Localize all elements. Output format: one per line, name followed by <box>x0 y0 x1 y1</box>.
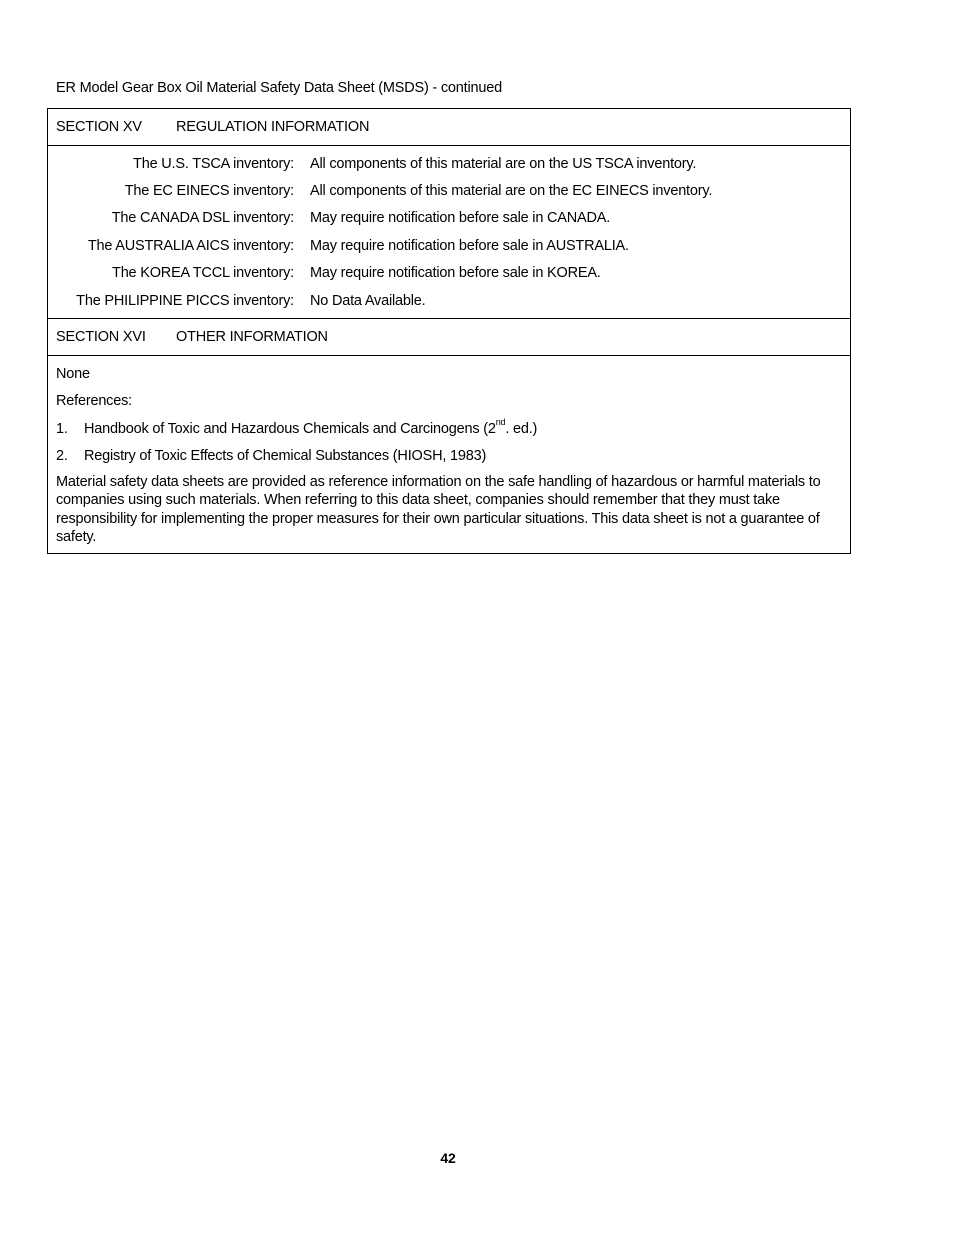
section-16-number: SECTION XVI <box>56 329 146 346</box>
inventory-label: The KOREA TCCL inventory: <box>112 265 294 282</box>
reference-superscript: nd <box>495 416 506 427</box>
section-15-number: SECTION XV <box>56 119 142 135</box>
reference-number: 1. <box>56 420 68 437</box>
inventory-value: May require notification before sale in AUSTRALIA. <box>310 237 629 254</box>
section-15-header <box>48 109 850 146</box>
reference-item <box>56 415 842 442</box>
regulation-row <box>48 287 850 314</box>
other-information-body <box>48 356 850 552</box>
inventory-value: May require notification before sale in KOREA. <box>310 265 601 282</box>
document-header: ER Model Gear Box Oil Material Safety Data Sheet (MSDS) - continued <box>56 80 502 96</box>
regulation-list <box>48 146 850 318</box>
inventory-label: The PHILIPPINE PICCS inventory: <box>76 292 294 309</box>
msds-table <box>47 108 851 554</box>
inventory-label: The EC EINECS inventory: <box>124 183 294 200</box>
inventory-value: All components of this material are on the EC EINECS inventory. <box>310 183 713 200</box>
inventory-label: The AUSTRALIA AICS inventory: <box>87 237 294 254</box>
inventory-value: No Data Available. <box>310 292 426 309</box>
regulation-row <box>48 177 850 204</box>
section-16-header <box>48 318 850 356</box>
reference-item <box>56 443 842 470</box>
inventory-value: May require notification before sale in CANADA. <box>310 210 611 227</box>
references-label: References: <box>56 393 132 410</box>
inventory-label: The CANADA DSL inventory: <box>111 210 294 227</box>
disclaimer-text: Material safety data sheets are provided as reference information on the safe handling of hazardous or harmful materials to companies using such materials. When referring to this data sheet, companies should remember that they must take responsibility for implementing the proper measures for their own particular situations. This data sheet is not a guarantee of safety. <box>56 473 821 546</box>
page-number: 42 <box>440 1150 456 1166</box>
reference-number: 2. <box>56 448 68 465</box>
reference-text: Handbook of Toxic and Hazardous Chemicals and Carcinogens (2nd. ed.) <box>84 416 538 437</box>
none-text: None <box>56 366 90 383</box>
regulation-row <box>48 150 850 177</box>
inventory-value: All components of this material are on the US TSCA inventory. <box>310 155 697 172</box>
inventory-label: The U.S. TSCA inventory: <box>133 155 294 172</box>
section-15-title: REGULATION INFORMATION <box>176 119 370 135</box>
section-16-title: OTHER INFORMATION <box>176 329 328 346</box>
regulation-row <box>48 205 850 232</box>
regulation-row <box>48 260 850 287</box>
reference-text: Registry of Toxic Effects of Chemical Substances (HIOSH, 1983) <box>84 448 487 465</box>
regulation-row <box>48 232 850 259</box>
